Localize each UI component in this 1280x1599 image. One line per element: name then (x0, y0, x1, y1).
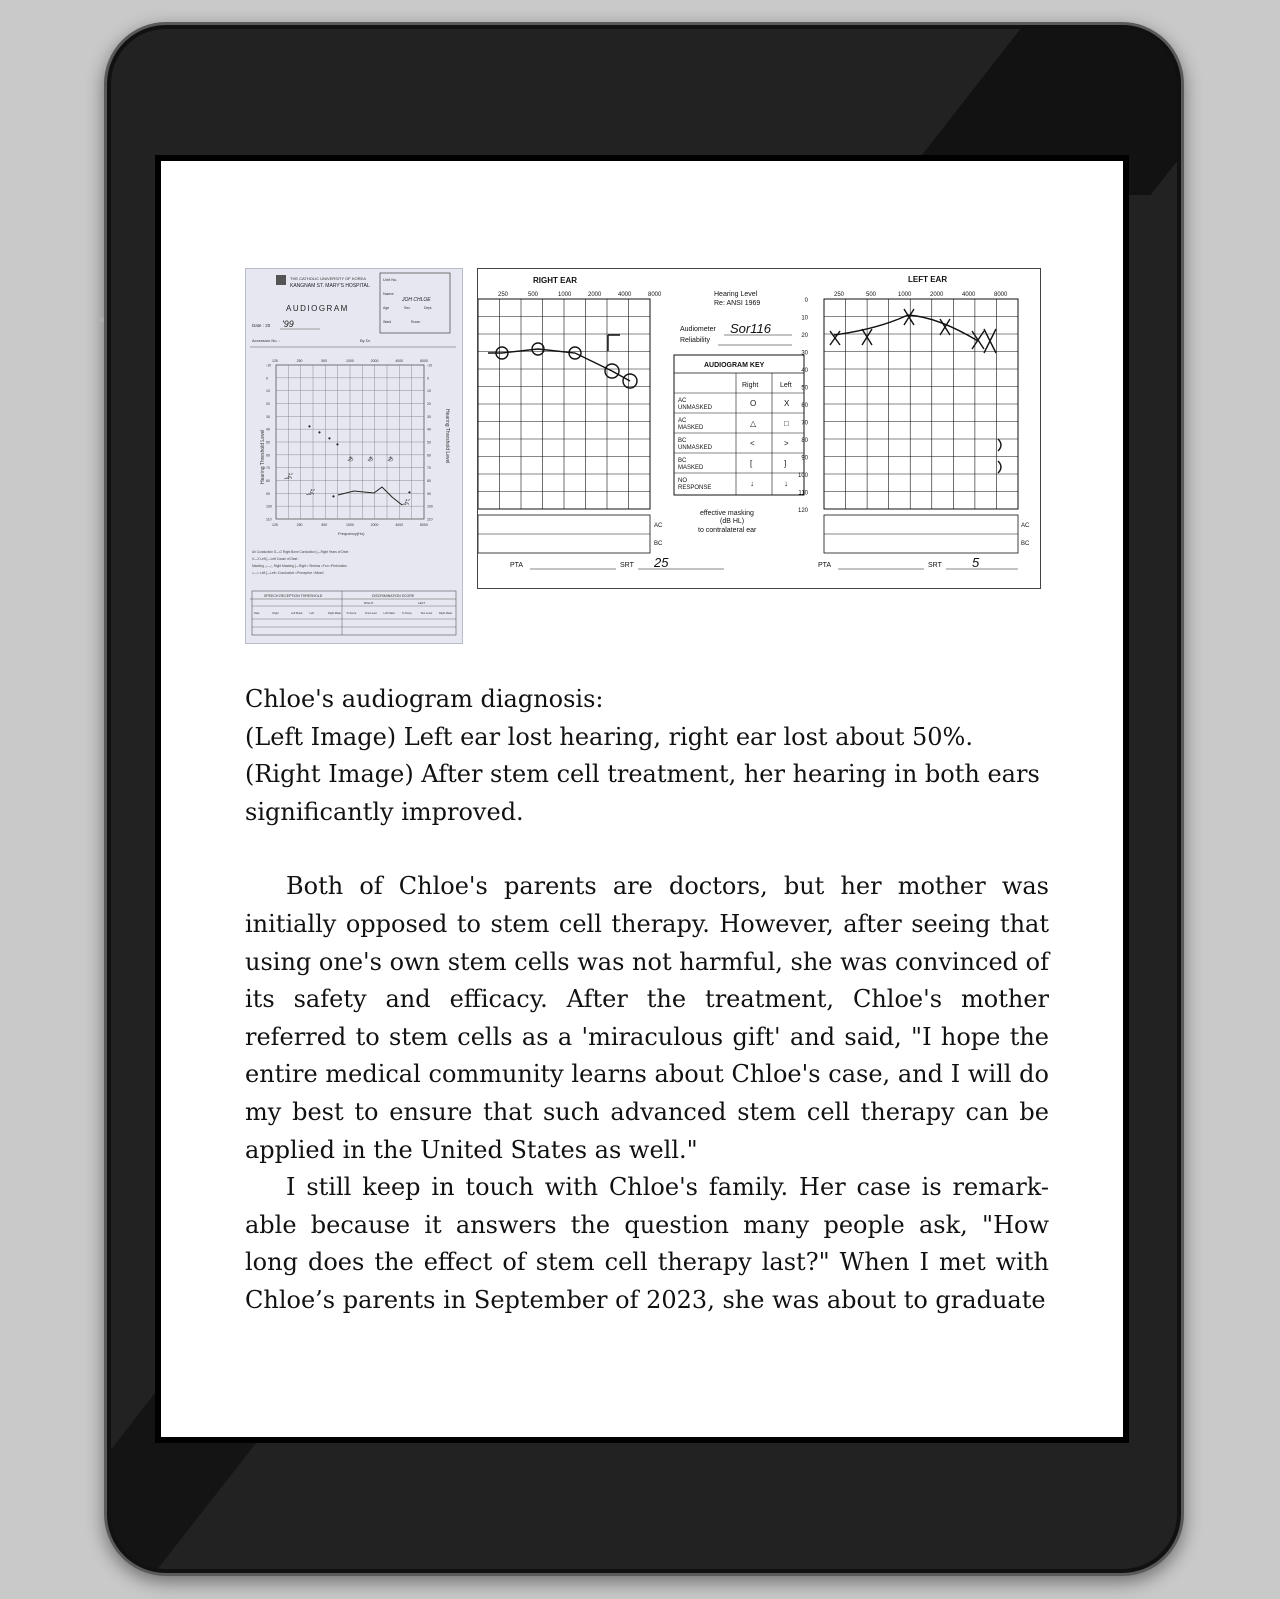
key-row-label-2: UNMASKED (678, 445, 713, 451)
paragraph-2: I still keep in touch with Chloe's family. Her case is remark-able because it answers the question many people ask, "How long does the effect of stem cell therapy last?" When I met with Chloe’s parents in September of 2023, she was about to graduate (245, 1173, 1049, 1314)
patient-name: JOH CHLOE (402, 297, 431, 303)
db-label: 10 (801, 315, 808, 322)
freq-label: 125 (272, 359, 278, 363)
freq-label-bottom: 4000 (395, 523, 404, 527)
right-col-label: RIGHT (364, 601, 374, 605)
svg-text:□—□ Left [—Left □Conductive: □—□ Left [—Left □Conductive □Perceptive □Mixed (252, 571, 324, 575)
key-left-symbol: ] (784, 459, 787, 468)
table-header: Right Mask. (439, 612, 453, 615)
db-label-right: 90 (427, 491, 431, 496)
srt-right-value: 25 (654, 555, 669, 570)
key-row-label: BC (678, 458, 687, 464)
hospital-line1: THE CATHOLIC UNIVERSITY OF KOREA (290, 276, 366, 281)
svg-text:•: • (408, 488, 411, 497)
freq-label: 8000 (648, 292, 662, 298)
sex-label: Sex (404, 306, 411, 310)
db-label-right: -10 (427, 363, 433, 368)
key-row-label-2: UNMASKED (678, 405, 713, 411)
db-label-right: 100 (427, 504, 433, 509)
db-label-right: 110 (427, 517, 433, 522)
svg-text:•: • (318, 428, 321, 437)
key-row-label: AC (678, 398, 687, 404)
freq-label: 2000 (588, 292, 602, 298)
svg-text:•: • (308, 422, 311, 431)
caption-line-3: (Right Image) After stem cell treatment, her hearing in both ears significantly improved. (245, 760, 1040, 826)
svg-text:ぶ: ぶ (284, 472, 292, 481)
db-label-right: 60 (427, 453, 431, 458)
table-header: Date (254, 612, 260, 615)
right-ear-marks (488, 335, 637, 388)
srt-label-right: SRT (620, 562, 634, 569)
db-label: 80 (801, 438, 808, 444)
key-col-left: Left (780, 382, 792, 389)
db-scale (798, 298, 809, 514)
freq-label: 1000 (346, 359, 354, 363)
freq-label-bottom: 125 (272, 523, 278, 527)
db-label: -10 (266, 363, 272, 368)
effective-masking-1: effective masking (700, 510, 754, 517)
table-header: Left Mask. (291, 612, 303, 615)
db-label: 50 (266, 440, 270, 445)
db-label: 70 (266, 466, 270, 471)
db-label: 40 (266, 427, 270, 432)
dept-label: Dept. (424, 306, 433, 310)
svg-text:•: • (328, 434, 331, 443)
hearing-level-title: Hearing Level (714, 291, 758, 298)
db-label: 90 (801, 455, 808, 462)
unit-label: Unit No. (383, 277, 398, 282)
freq-label: 4000 (395, 359, 404, 363)
ereader-screen[interactable] (155, 155, 1129, 1443)
freq-label: 500 (321, 359, 328, 363)
pta-label-left: PTA (818, 562, 832, 569)
right-ear-freq-labels (498, 292, 662, 298)
legend-lines (252, 550, 350, 575)
key-right-symbol: [ (750, 459, 753, 468)
db-label-right: 0 (427, 376, 429, 381)
key-right-symbol: < (750, 439, 755, 448)
speech-reception-label: SPEECH RECEPTION THRESHOLD (264, 594, 323, 598)
key-left-symbol: ↓ (784, 479, 788, 488)
audiogram-after-drawing (478, 269, 1040, 588)
svg-text:ぶ: ぶ (401, 498, 409, 507)
audiogram-before-grid (276, 365, 424, 519)
tablet-frame (104, 22, 1184, 1576)
db-label: 70 (801, 420, 808, 427)
svg-text:•: • (336, 440, 339, 449)
db-label: 90 (266, 491, 270, 496)
freq-label: 4000 (962, 292, 976, 298)
db-label: 120 (797, 508, 808, 514)
freq-label: 500 (528, 292, 539, 298)
table-header: Test Level (365, 612, 377, 615)
db-label: 30 (801, 350, 808, 357)
freq-label-bottom: 8000 (420, 523, 428, 527)
bc-label-right: BC (654, 541, 663, 547)
table-header: % Score (346, 612, 357, 615)
svg-text:ぶ: ぶ (306, 488, 314, 497)
key-col-right: Right (742, 382, 759, 389)
db-label: 40 (801, 368, 808, 374)
left-ear-freq-labels (834, 292, 1008, 298)
db-label: 80 (266, 479, 270, 483)
effective-masking-2: (dB HL) (720, 518, 745, 525)
db-label: 30 (266, 414, 270, 419)
db-label: 60 (266, 453, 270, 458)
key-row-label-2: MASKED (678, 465, 704, 471)
key-left-symbol: X (784, 399, 790, 408)
db-label: 110 (266, 517, 272, 522)
effective-masking-3: to contralateral ear (698, 527, 757, 534)
db-label: 110 (798, 490, 808, 497)
key-row-label: BC (678, 438, 687, 444)
age-label: Age (383, 306, 390, 310)
freq-label: 4000 (618, 292, 632, 298)
bc-label-left: BC (1021, 541, 1030, 547)
db-label-right: 10 (427, 389, 431, 394)
key-row-label: AC (678, 418, 687, 424)
db-label-right: 50 (427, 440, 431, 445)
svg-text:X—X Left [—Left Cause of D: X—X Left [—Left Cause of Deaf : (252, 557, 299, 561)
body-text (245, 868, 1049, 1319)
freq-label: 1000 (898, 292, 912, 298)
left-axis-caption: Hearing Threshold Level (260, 429, 266, 484)
audiogram-after-image (477, 268, 1041, 589)
book-page[interactable] (161, 161, 1123, 1437)
room-label: Room (411, 320, 421, 324)
date-value: '99 (282, 319, 294, 329)
paragraph-1: Both of Chloe's parents are doctors, but her mother was initially opposed to stem cell therapy. However, after seeing that using one's own stem cells was not harmful, she was convinced of its safety and efficacy. After the treatment, Chloe's mother referred to stem cells as a 'miraculous gift' and said, "I hope the entire medical community learns about Chloe's case, and I will do my best to ensure that such advanced stem cell therapy can be applied in the United States as well." (245, 872, 1049, 1164)
db-label: 60 (801, 403, 808, 409)
svg-text:ぁ: ぁ (366, 454, 374, 463)
db-label: 50 (801, 385, 808, 392)
db-label-right: 30 (427, 414, 431, 419)
table-header: Left (309, 612, 314, 615)
freq-label: 250 (498, 292, 509, 298)
by-label: By Dr. (360, 338, 371, 343)
audiogram-before-drawing (246, 269, 462, 643)
hospital-line2: KANGNAM ST. MARY'S HOSPITAL (290, 283, 370, 289)
discrimination-label: DISCRIMINATION SCORE (372, 594, 415, 598)
svg-text:Air Conduction O—O Right Bone: Air Conduction O—O Right Bone Conduction ]—Right Years of Deaf : (252, 550, 350, 554)
audiogram-key-rows (674, 393, 804, 491)
db-label: 10 (266, 389, 270, 394)
db-label-right: 40 (427, 427, 431, 432)
ac-label-left: AC (1021, 523, 1030, 529)
key-right-symbol: △ (750, 419, 757, 428)
left-ear-marks (830, 309, 1001, 473)
db-label-right: 80 (427, 479, 431, 483)
db-label: 100 (266, 504, 272, 509)
right-ear-label: RIGHT EAR (533, 276, 577, 285)
freq-label: 1000 (558, 292, 572, 298)
db-label: 20 (266, 402, 270, 406)
key-row-label-2: RESPONSE (678, 485, 712, 491)
freq-label: 250 (296, 359, 303, 363)
hearing-level-ref: Re: ANSI 1969 (714, 300, 761, 307)
audiometer-value: Sor116 (730, 321, 771, 336)
table-header: Right (272, 612, 279, 615)
svg-text:•: • (332, 492, 335, 501)
table-header: Right Mask. (328, 612, 342, 615)
freq-label: 2000 (370, 359, 379, 363)
freq-label: 8000 (994, 292, 1008, 298)
db-label-right: 70 (427, 466, 431, 471)
audiogram-before-table-headers (254, 611, 453, 615)
freq-label: 500 (866, 292, 877, 298)
table-header: Left Mask. (383, 612, 396, 615)
key-right-symbol: O (750, 399, 757, 408)
srt-label-left: SRT (928, 562, 942, 569)
left-ear-grid (824, 299, 1018, 509)
ward-label: Ward (383, 320, 392, 324)
freq-label: 2000 (930, 292, 944, 298)
caption-line-1: Chloe's audiogram diagnosis: (245, 685, 604, 713)
audiogram-figure (245, 268, 1035, 642)
table-header: Test Level (420, 612, 433, 615)
form-title: AUDIOGRAM (286, 304, 349, 313)
date-label: Date : 20 (252, 323, 271, 328)
reliability-label: Reliability (680, 337, 710, 344)
db-label: 100 (797, 473, 808, 479)
freq-label-bottom: 1000 (346, 523, 354, 527)
accession-label: Accession No. : (252, 338, 280, 343)
left-col-label: LEFT (418, 601, 426, 605)
svg-text:ぁ: ぁ (386, 454, 394, 463)
freq-label-bottom: 500 (321, 523, 328, 527)
key-left-symbol: □ (784, 419, 789, 428)
db-label: 0 (804, 298, 808, 304)
ac-label-right: AC (654, 523, 663, 529)
freq-label-bottom: 250 (296, 523, 303, 527)
table-header: % Score (402, 612, 412, 615)
db-label: 20 (801, 333, 808, 339)
audiometer-label: Audiometer (680, 326, 716, 333)
key-right-symbol: ↓ (750, 479, 754, 488)
left-ear-label: LEFT EAR (908, 275, 948, 284)
key-title: AUDIOGRAM KEY (704, 362, 765, 369)
svg-text:Masking △—△ Right Masking ]—R: Masking △—△ Right Masking ]—Right □Tinnitus □Fun □Perforation (252, 564, 347, 568)
before-marks (284, 422, 411, 507)
figure-caption (245, 681, 1049, 831)
freq-label: 8000 (420, 359, 428, 363)
caption-line-2: (Left Image) Left ear lost hearing, right ear lost about 50%. (245, 722, 973, 751)
db-label: 0 (266, 376, 268, 381)
pta-label-right: PTA (510, 562, 524, 569)
frequency-caption: Frequency(Hz) (338, 531, 365, 536)
name-label: Name (383, 291, 394, 296)
page-text (245, 681, 1049, 1320)
freq-label-bottom: 2000 (370, 523, 379, 527)
svg-text:ぁ: ぁ (346, 454, 354, 463)
right-axis-caption: Hearing Threshold Level (444, 409, 450, 464)
right-ear-grid (478, 299, 650, 509)
audiogram-before-image (245, 268, 463, 644)
srt-left-value: 5 (972, 555, 980, 570)
key-left-symbol: > (784, 439, 789, 448)
freq-label: 250 (834, 292, 845, 298)
db-label-right: 20 (427, 402, 431, 406)
key-row-label-2: MASKED (678, 425, 704, 431)
key-row-label: NO (678, 478, 687, 484)
